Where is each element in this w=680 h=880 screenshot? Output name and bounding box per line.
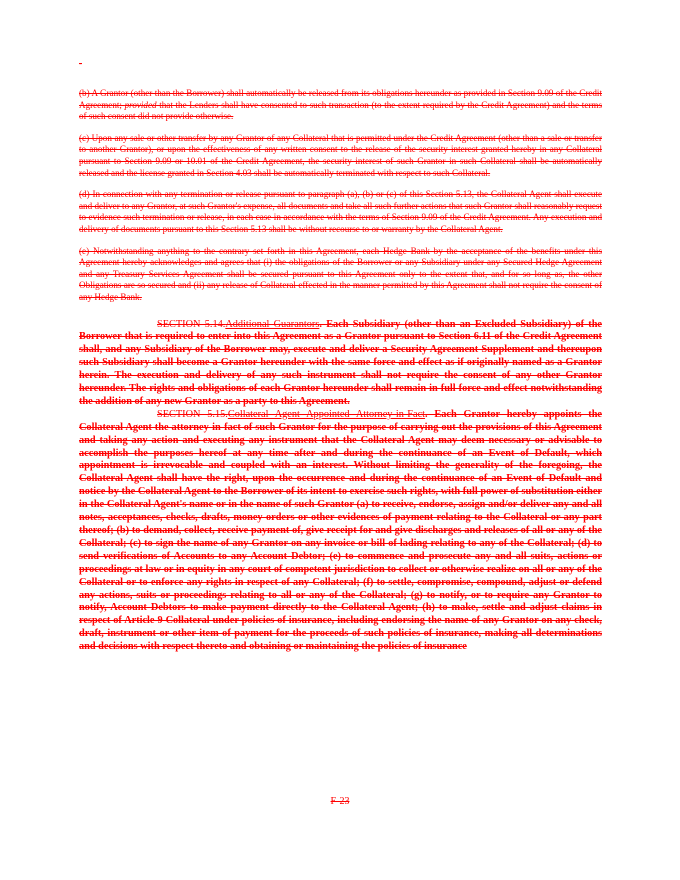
paragraph-b-text: (b) A Grantor (other than the Borrower) shall automatically be released from its obligations hereunder as provided in Section 9.09 of the Credit Agreement; bbox=[79, 88, 602, 110]
paragraph-e: (e) Notwithstanding anything to the contrary set forth in this Agreement, each Hedge Bank by the acceptance of the benefits under this Agreement hereby acknowledges and agrees that (i) the obligations of the Borrower or any Subsidiary under any Secured Hedge Agreement and any Treasury Services Agreement shall be secured pursuant to this Agreement only to the extent that, and for so long as, the other Obligations are so secured and (ii) any release of Collateral effected in the manner permitted by this Agreement shall not require the consent of any Hedge Bank. bbox=[79, 245, 602, 302]
document-page bbox=[79, 58, 602, 654]
section-heading: Additional Guarantors bbox=[225, 318, 320, 330]
section-number: SECTION 5.15. bbox=[157, 408, 228, 420]
proviso-term: provided bbox=[124, 99, 157, 110]
section-body: . Each Grantor hereby appoints the Collateral Agent the attorney-in-fact of such Grantor for the purpose of carrying out the provisions of this Agreement and taking any action and executing any instrument that the Collateral Agent may deem necessary or advisable to accomplish the purposes hereof at any time after and during the continuance of an Event of Default, which appointment is irrevocable and coupled with an interest. Without limiting the generality of the foregoing, the Collateral Agent shall have the right, upon the occurrence and during the continuance of an Event of Default and notice by the Collateral Agent to the Borrower of its intent to exercise such rights, with full power of substitution either in the Collateral Agent's name or in the name of such Grantor (a) to receive, endorse, assign and/or deliver any and all notes, acceptances, checks, drafts, money orders or other evidences of payment relating to the Collateral or any part thereof; (b) to demand, collect, receive payment of, give receipt for and give discharges and releases of all or any of the Collateral; (c) to sign the name of any Grantor on any invoice or bill of lading relating to any of the Collateral; (d) to send verifications of Accounts to any Account Debtor; (e) to commence and prosecute any and all suits, actions or proceedings at law or in equity in any court of competent jurisdiction to collect or otherwise realize on all or any of the Collateral or to enforce any rights in respect of any Collateral; (f) to settle, compromise, compound, adjust or defend any actions, suits or proceedings relating to all or any of the Collateral; (g) to notify, or to require any Grantor to notify, Account Debtors to make payment directly to the Collateral Agent; (h) to make, settle and adjust claims in respect of Article 9 Collateral under policies of insurance, including endorsing the name of any Grantor on any check, draft, instrument or other item of payment for the proceeds of such policies of insurance, making all determinations and decisions with respect thereto and obtaining or maintaining the policies of insurance bbox=[79, 408, 602, 653]
paragraph-b-text-continued: that the Lenders shall have consented to such transaction (to the extent required by the Credit Agreement) and the terms of such consent did not provide otherwise. bbox=[79, 99, 602, 122]
paragraph-c: (c) Upon any sale or other transfer by any Grantor of any Collateral that is permitted under the Credit Agreement (other than a sale or transfer to another Grantor), or upon the effectiveness of any written consent to the release of the security interest granted hereby in any Collateral pursuant to Section 9.09 or 10.01 of the Credit Agreement, the security interest of such Grantor in such Collateral shall be automatically released and the license granted in Section 4.03 shall be automatically terminated with respect to such Collateral. bbox=[79, 132, 602, 178]
section-number: SECTION 5.14. bbox=[157, 318, 226, 330]
section-5-14 bbox=[79, 319, 602, 409]
section-5-15 bbox=[79, 409, 602, 654]
paragraph-b bbox=[79, 88, 602, 123]
paragraph-d: (d) In connection with any termination or release pursuant to paragraph (a), (b) or (c) of this Section 5.13, the Collateral Agent shall execute and deliver to any Grantor, at such Grantor's expense, all documents and take all such further actions that such Grantor shall reasonably request to evidence such termination or release, in each case in accordance with the terms of Section 9.09 of the Credit Agreement. Any execution and delivery of documents pursuant to this Section 5.13 shall be without recourse to or warranty by the Collateral Agent. bbox=[79, 189, 602, 234]
section-body: . Each Subsidiary (other than an Excluded Subsidiary) of the Borrower that is required to enter into this Agreement as a Grantor pursuant to Section 6.11 of the Credit Agreement shall, and any Subsidiary of the Borrower may, execute and deliver a Security Agreement Supplement and thereupon such Subsidiary shall become a Grantor hereunder with the same force and effect as if originally named as a Grantor herein. The execution and delivery of any such instrument shall not require the consent of any other Grantor hereunder. The rights and obligations of each Grantor hereunder shall remain in full force and effect notwithstanding the addition of any new Grantor as a party to this Agreement. bbox=[79, 318, 602, 407]
deletion-mark: - bbox=[79, 58, 82, 68]
page-number: F-23 bbox=[330, 796, 350, 807]
section-heading: Collateral Agent Appointed Attorney-in-Fact bbox=[227, 408, 426, 420]
